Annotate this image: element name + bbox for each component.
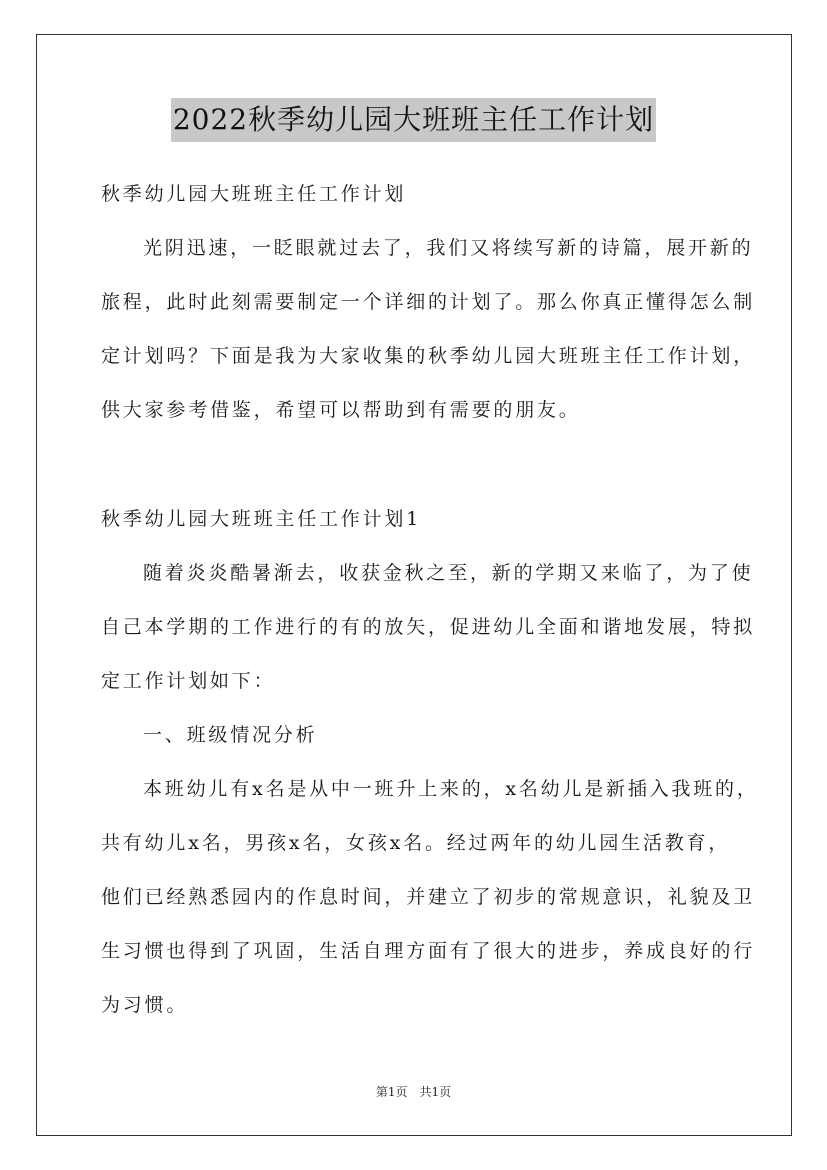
- subheading-class-analysis: 一、班级情况分析: [143, 724, 318, 746]
- document-title: 2022秋季幼儿园大班班主任工作计划: [171, 98, 656, 142]
- section-line-2: 自己本学期的工作进行的有的放矢，促进幼儿全面和谐地发展，特拟: [101, 616, 756, 638]
- analysis-line-3: 他们已经熟悉园内的作息时间，并建立了初步的常规意识，礼貌及卫: [101, 886, 756, 908]
- section-line-1: 随着炎炎酷暑渐去，收获金秋之至，新的学期又来临了，为了使: [143, 562, 754, 584]
- analysis-line-2: 共有幼儿x名，男孩x名，女孩x名。经过两年的幼儿园生活教育，: [101, 832, 731, 854]
- analysis-line-5: 为习惯。: [101, 994, 189, 1016]
- intro-line-4: 供大家参考借鉴，希望可以帮助到有需要的朋友。: [101, 399, 581, 421]
- intro-line-1: 光阴迅速，一眨眼就过去了，我们又将续写新的诗篇，展开新的: [143, 237, 754, 259]
- analysis-line-1: 本班幼儿有x名是从中一班升上来的，x名幼儿是新插入我班的，: [143, 778, 759, 800]
- intro-line-3: 定计划吗？下面是我为大家收集的秋季幼儿园大班班主任工作计划，: [101, 345, 756, 367]
- section-heading: 秋季幼儿园大班班主任工作计划1: [101, 508, 422, 530]
- page-number: 第1页 共1页: [375, 1085, 452, 1099]
- intro-line-2: 旅程，此时此刻需要制定一个详细的计划了。那么你真正懂得怎么制: [101, 291, 756, 313]
- section-line-3: 定工作计划如下：: [101, 670, 276, 692]
- analysis-line-4: 生习惯也得到了巩固，生活自理方面有了很大的进步，养成良好的行: [101, 940, 756, 962]
- document-subtitle: 秋季幼儿园大班班主任工作计划: [101, 183, 407, 205]
- title-block: [0, 98, 827, 142]
